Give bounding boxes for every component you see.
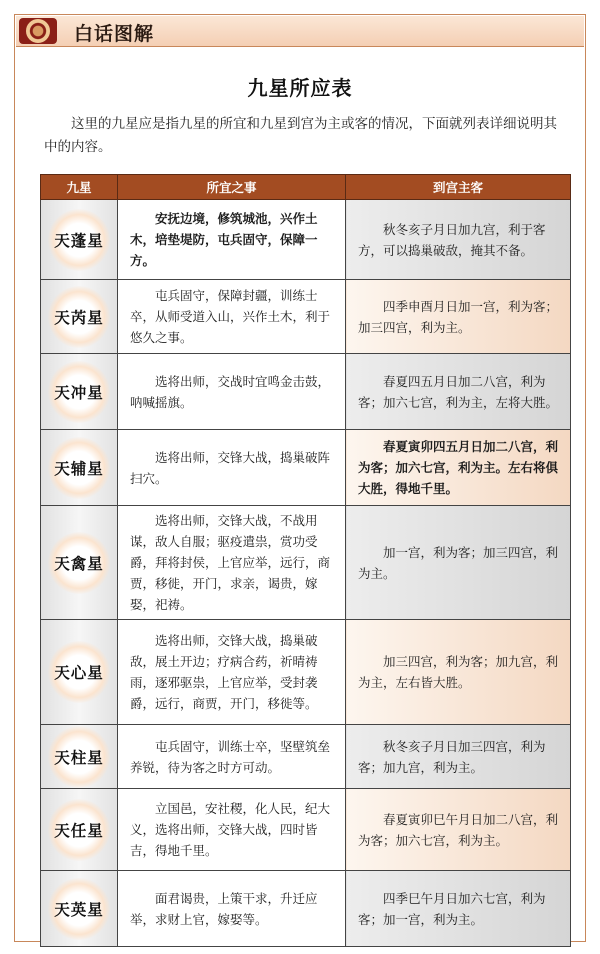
- affairs-cell: 屯兵固守，保障封疆，训练士卒，从师受道入山，兴作土木，利于悠久之事。: [118, 280, 346, 354]
- affairs-cell: 选将出师，交锋大战，不战用谋，敌人自服；驱疫遣祟，赏功受爵，拜将封侯，上官应举，远行，商贾，移徙，开门，求亲，谒贵，嫁娶，祀祷。: [118, 506, 346, 620]
- book-logo-icon: [19, 18, 57, 44]
- star-name: 天心星: [48, 641, 110, 703]
- table-row: [41, 620, 571, 725]
- star-name: 天柱星: [48, 726, 110, 788]
- palace-cell: 春夏寅卯四五月日加二八宫，利为客；加六七宫，利为主。左右将俱大胜，得地千里。: [346, 430, 571, 506]
- table-row: [41, 871, 571, 947]
- table-row: [41, 354, 571, 430]
- affairs-cell: 选将出师，交锋大战，捣巢破敌，展土开边；疗病合药，祈晴祷雨，逐邪驱祟，上官应举，受封袭爵，远行，商贾，开门，移徙等。: [118, 620, 346, 725]
- intro-paragraph: 这里的九星应是指九星的所宜和九星到宫为主或客的情况，下面就列表详细说明其中的内容。: [44, 116, 557, 155]
- palace-cell: 秋冬亥子月日加九宫，利于客方，可以捣巢破敌，掩其不备。: [346, 200, 571, 280]
- affairs-cell: 选将出师，交锋大战，捣巢破阵扫穴。: [118, 430, 346, 506]
- header-title: 白话图解: [74, 23, 155, 45]
- table-row: [41, 725, 571, 789]
- table-row: [41, 280, 571, 354]
- table-row: [41, 200, 571, 280]
- star-name: 天芮星: [48, 286, 110, 348]
- table-header-row: [41, 175, 571, 200]
- table-row: [41, 789, 571, 871]
- header-palace: 到宫主客: [346, 175, 571, 200]
- star-name: 天禽星: [48, 532, 110, 594]
- palace-cell: 春夏四五月日加二八宫，利为客；加六七宫，利为主，左将大胜。: [346, 354, 571, 430]
- affairs-cell: 屯兵固守，训练士卒，坚壁筑垒养锐，待为客之时方可动。: [118, 725, 346, 789]
- affairs-cell: 面君谒贵，上策干求，升迁应举，求财上官，嫁娶等。: [118, 871, 346, 947]
- star-name: 天蓬星: [48, 209, 110, 271]
- palace-cell: 春夏寅卯巳午月日加二八宫，利为客；加六七宫，利为主。: [346, 789, 571, 871]
- palace-cell: 加一宫，利为客；加三四宫，利为主。: [346, 506, 571, 620]
- star-name: 天英星: [48, 878, 110, 940]
- palace-cell: 加三四宫，利为客；加九宫，利为主，左右皆大胜。: [346, 620, 571, 725]
- star-name: 天任星: [48, 799, 110, 861]
- affairs-cell: 选将出师，交战时宜鸣金击鼓，呐喊摇旗。: [118, 354, 346, 430]
- affairs-cell: 安抚边境，修筑城池，兴作土木，培垫堤防，屯兵固守，保障一方。: [118, 200, 346, 280]
- table-row: [41, 506, 571, 620]
- nine-stars-table: [40, 174, 571, 947]
- palace-cell: 四季巳午月日加六七宫，利为客；加一宫，利为主。: [346, 871, 571, 947]
- header-affairs: 所宜之事: [118, 175, 346, 200]
- header-star: 九星: [41, 175, 118, 200]
- affairs-cell: 立国邑，安社稷，化人民，纪大义，选将出师，交锋大战，四时皆吉，得地千里。: [118, 789, 346, 871]
- table-row: [41, 430, 571, 506]
- page-title: 九星所应表: [247, 76, 353, 100]
- section-header: [16, 16, 584, 47]
- palace-cell: 秋冬亥子月日加三四宫，利为客；加九宫，利为主。: [346, 725, 571, 789]
- palace-cell: 四季申酉月日加一宫，利为客；加三四宫，利为主。: [346, 280, 571, 354]
- star-name: 天辅星: [48, 437, 110, 499]
- star-name: 天冲星: [48, 361, 110, 423]
